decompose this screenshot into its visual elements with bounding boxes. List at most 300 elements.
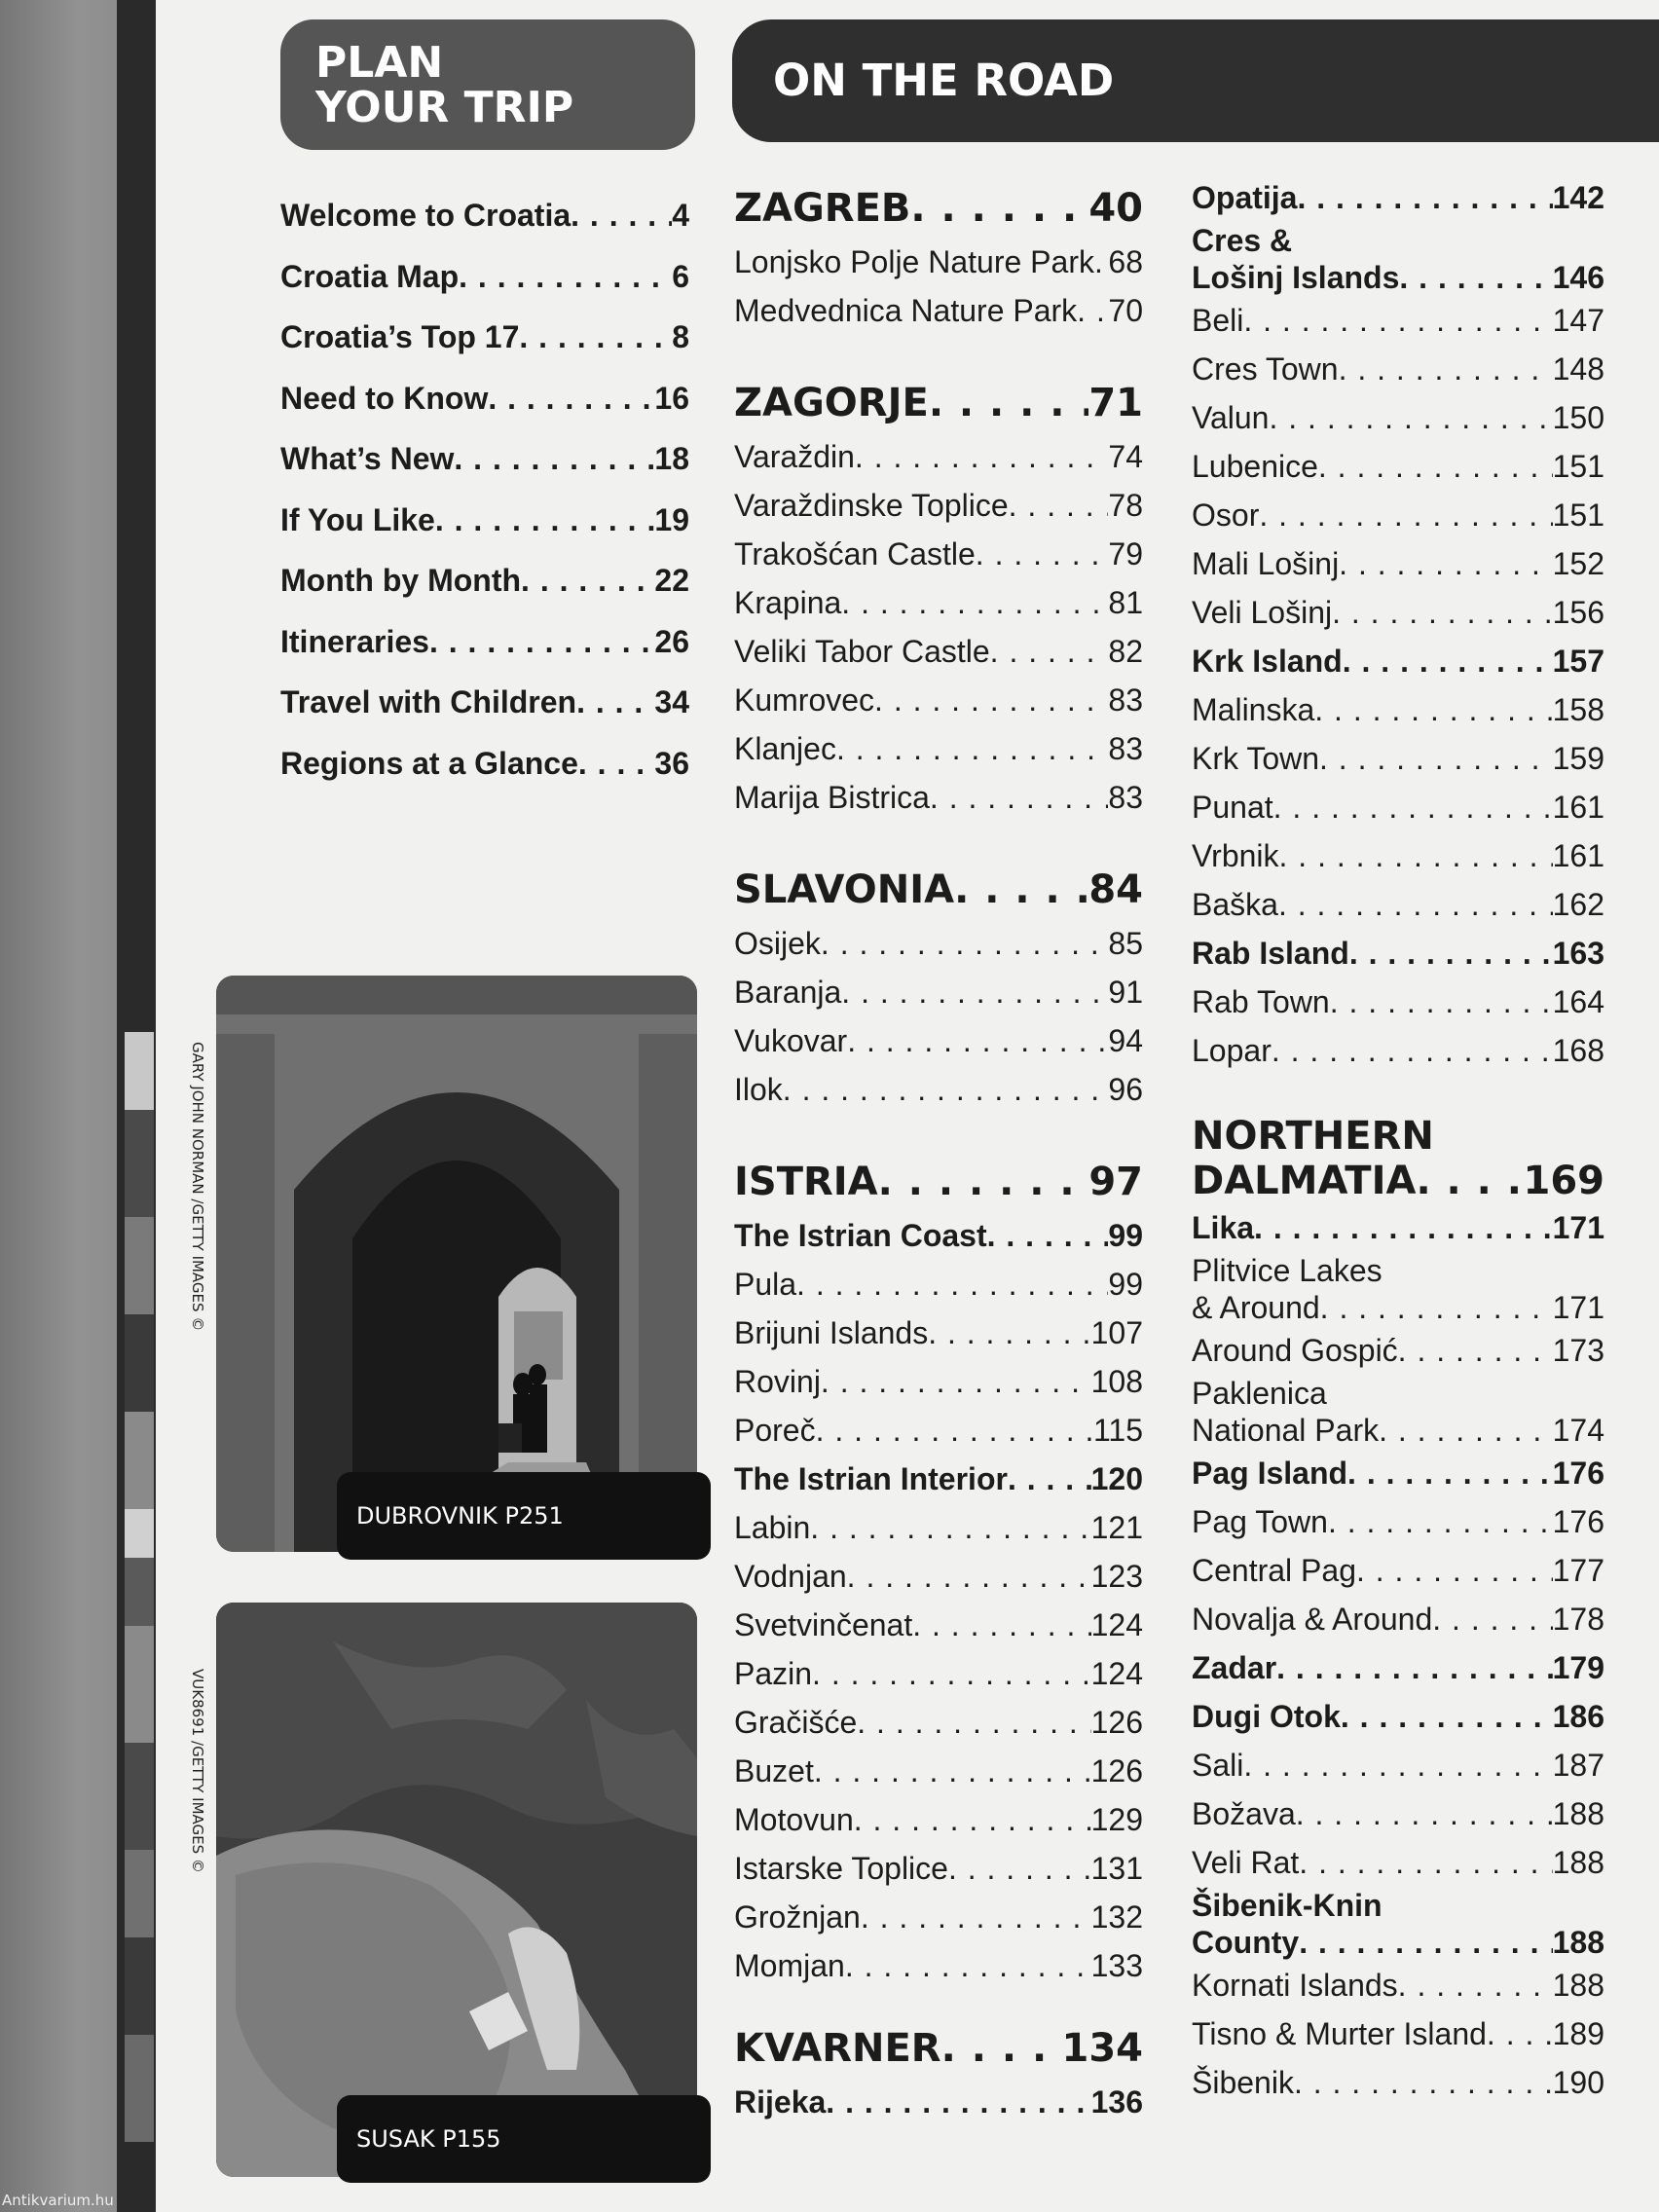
toc-page: 124 — [1090, 1656, 1143, 1691]
leader-dots — [1259, 491, 1552, 539]
susak-photo — [216, 1603, 697, 2177]
toc-entry[interactable] — [1192, 1497, 1604, 1546]
toc-entry[interactable] — [734, 1747, 1143, 1795]
toc-label: Šibenik — [1192, 2065, 1294, 2100]
leader-dots — [836, 724, 1108, 773]
toc-entry[interactable] — [280, 246, 689, 308]
toc-label: Opatija — [1192, 180, 1298, 215]
toc-page: 189 — [1552, 2016, 1604, 2051]
toc-page: 158 — [1552, 692, 1604, 727]
leader-dots — [1341, 1692, 1553, 1741]
toc-label: Varaždin — [734, 439, 855, 474]
toc-entry[interactable] — [734, 1941, 1143, 1990]
toc-label: Central Pag — [1192, 1553, 1356, 1588]
toc-entry[interactable] — [734, 238, 1143, 286]
toc-label: Klanjec — [734, 731, 836, 766]
toc-label: Pula — [734, 1267, 797, 1302]
region-entry[interactable] — [1192, 1114, 1604, 1203]
toc-label: Dugi Otok — [1192, 1699, 1341, 1734]
leader-dots — [874, 676, 1108, 724]
toc-entry[interactable] — [1192, 442, 1604, 491]
toc-label: Cres Town — [1192, 351, 1339, 387]
toc-entry[interactable] — [734, 578, 1143, 627]
header-line: PLAN — [315, 38, 444, 88]
toc-entry[interactable] — [1192, 880, 1604, 929]
toc-page: 71 — [1088, 381, 1143, 425]
toc-label: Medvednica Nature Park — [734, 293, 1078, 328]
toc-page: 176 — [1552, 1456, 1604, 1491]
toc-page: 132 — [1090, 1899, 1143, 1935]
toc-page: 126 — [1090, 1705, 1143, 1740]
leader-dots — [1299, 1838, 1552, 1887]
toc-entry[interactable] — [734, 1503, 1143, 1552]
region-entry[interactable] — [734, 179, 1143, 238]
toc-entry[interactable] — [1192, 588, 1604, 637]
toc-label: ISTRIA — [734, 1160, 878, 1204]
toc-page: 6 — [672, 258, 689, 294]
toc-label: DALMATIA — [1192, 1159, 1417, 1203]
toc-label: Veli Rat — [1192, 1845, 1300, 1880]
toc-label: SLAVONIA — [734, 867, 955, 912]
toc-entry[interactable] — [734, 968, 1143, 1016]
leader-dots — [910, 179, 1088, 238]
toc-page: 146 — [1552, 260, 1604, 295]
toc-page: 156 — [1552, 595, 1604, 630]
toc-label: Lonjsko Polje Nature Park — [734, 244, 1094, 279]
toc-entry[interactable] — [1192, 977, 1604, 1026]
plan-your-trip-list — [280, 185, 689, 793]
toc-entry[interactable] — [1192, 734, 1604, 783]
leader-dots — [816, 1406, 1093, 1455]
toc-page: 99 — [1108, 1267, 1143, 1302]
leader-dots — [841, 968, 1108, 1016]
toc-label: Varaždinske Toplice — [734, 488, 1009, 523]
toc-label: Baranja — [734, 975, 842, 1010]
toc-entry[interactable] — [280, 672, 689, 733]
toc-page: 126 — [1090, 1753, 1143, 1788]
toc-page: 136 — [1090, 2084, 1143, 2120]
toc-page: 163 — [1552, 936, 1604, 971]
toc-label: Zadar — [1192, 1650, 1277, 1685]
toc-label: Sali — [1192, 1748, 1244, 1783]
leader-dots — [847, 1552, 1091, 1601]
toc-page: 176 — [1552, 1504, 1604, 1539]
toc-label: Krk Town — [1192, 741, 1320, 776]
toc-label: Lošinj Islands — [1192, 260, 1400, 295]
leader-dots — [976, 530, 1109, 578]
toc-entry[interactable] — [280, 185, 689, 246]
leader-dots — [1243, 296, 1552, 345]
toc-entry[interactable] — [1192, 1595, 1604, 1643]
toc-label: Pazin — [734, 1656, 813, 1691]
page-tab — [125, 1558, 154, 1626]
toc-page: 187 — [1552, 1748, 1604, 1783]
toc-entry[interactable] — [1192, 1326, 1604, 1375]
leader-dots — [1356, 1546, 1553, 1595]
toc-label: Vrbnik — [1192, 838, 1279, 873]
toc-label: Motovun — [734, 1802, 854, 1837]
leader-dots — [812, 1649, 1091, 1698]
toc-page: 186 — [1552, 1699, 1604, 1734]
toc-label: Kornati Islands — [1192, 1968, 1398, 2003]
toc-label: Lubenice — [1192, 449, 1318, 484]
toc-label: Pag Island — [1192, 1456, 1348, 1491]
dubrovnik-gate-illustration — [216, 976, 697, 1552]
toc-label: Božava — [1192, 1796, 1296, 1831]
toc-label: Marija Bistrica — [734, 780, 930, 815]
leader-dots — [1399, 259, 1552, 296]
toc-entry[interactable] — [280, 611, 689, 673]
toc-label: Vukovar — [734, 1023, 848, 1058]
toc-entry[interactable] — [734, 676, 1143, 724]
leader-dots — [1339, 539, 1552, 588]
toc-page: 159 — [1552, 741, 1604, 776]
toc-entry[interactable] — [734, 1844, 1143, 1893]
toc-label: Around Gospić — [1192, 1333, 1398, 1368]
toc-entry[interactable] — [1192, 1026, 1604, 1075]
toc-page: 123 — [1090, 1559, 1143, 1594]
toc-page: 83 — [1108, 682, 1143, 718]
toc-label: Šibenik-Knin — [1192, 1888, 1382, 1923]
leader-dots — [1318, 442, 1553, 491]
leader-dots — [1487, 2009, 1553, 2058]
toc-entry[interactable] — [1192, 1887, 1604, 1961]
toc-label: County — [1192, 1925, 1300, 1960]
toc-page: 134 — [1061, 2026, 1143, 2071]
toc-label: Croatia’s Top 17 — [280, 319, 520, 354]
leader-dots — [941, 2019, 1062, 2078]
region-entry[interactable] — [734, 1153, 1143, 1211]
toc-entry[interactable] — [734, 1552, 1143, 1601]
toc-page: 190 — [1552, 2065, 1604, 2100]
leader-dots — [1398, 1326, 1553, 1375]
toc-entry[interactable] — [1192, 1375, 1604, 1449]
leader-dots — [1416, 1159, 1523, 1203]
leader-dots — [1319, 734, 1553, 783]
leader-dots — [954, 861, 1088, 919]
toc-page: 83 — [1108, 731, 1143, 766]
susak-aerial-illustration — [216, 1603, 697, 2177]
page-tab — [125, 1937, 154, 2035]
toc-label: Rijeka — [734, 2084, 827, 2120]
leader-dots — [930, 773, 1108, 822]
toc-page: 74 — [1108, 439, 1143, 474]
leader-dots — [826, 2078, 1090, 2126]
toc-entry[interactable] — [1192, 1252, 1604, 1326]
leader-dots — [929, 374, 1089, 432]
toc-page: 85 — [1108, 926, 1143, 961]
leader-dots — [429, 611, 654, 673]
toc-label: Cres & — [1192, 223, 1293, 258]
toc-entry[interactable] — [1192, 1546, 1604, 1595]
toc-entry[interactable] — [734, 1260, 1143, 1309]
toc-label: Valun — [1192, 400, 1270, 435]
toc-label: Vodnjan — [734, 1559, 847, 1594]
leader-dots — [987, 1211, 1109, 1260]
toc-entry[interactable] — [280, 307, 689, 368]
toc-label: Tisno & Murter Island — [1192, 2016, 1487, 2051]
toc-entry[interactable] — [280, 428, 689, 490]
toc-entry[interactable] — [734, 432, 1143, 481]
toc-entry[interactable] — [1192, 1692, 1604, 1741]
region-entry[interactable] — [734, 861, 1143, 919]
leader-dots — [571, 185, 672, 246]
toc-entry[interactable] — [734, 1455, 1143, 1503]
toc-entry[interactable] — [734, 724, 1143, 773]
toc-page: 161 — [1552, 790, 1604, 825]
toc-entry[interactable] — [280, 550, 689, 611]
leader-dots — [1009, 481, 1109, 530]
page-tab — [125, 1412, 154, 1509]
toc-label: Grožnjan — [734, 1899, 861, 1935]
toc-page: 124 — [1090, 1607, 1143, 1642]
leader-dots — [1297, 173, 1552, 222]
toc-entry[interactable] — [1192, 783, 1604, 831]
toc-label: Labin — [734, 1510, 811, 1545]
toc-label: The Istrian Coast — [734, 1218, 987, 1253]
leader-dots — [796, 1260, 1108, 1309]
toc-entry[interactable] — [1192, 296, 1604, 345]
leader-dots — [1008, 1455, 1091, 1503]
region-entry[interactable] — [734, 2019, 1143, 2078]
toc-label: Malinska — [1192, 692, 1315, 727]
toc-entry[interactable] — [1192, 1961, 1604, 2009]
toc-label: & Around — [1192, 1290, 1320, 1325]
toc-entry[interactable] — [734, 1065, 1143, 1114]
toc-page: 8 — [672, 319, 689, 354]
toc-entry[interactable] — [734, 481, 1143, 530]
toc-page: 79 — [1108, 536, 1143, 571]
toc-label: Buzet — [734, 1753, 814, 1788]
leader-dots — [878, 1153, 1089, 1211]
toc-entry[interactable] — [734, 1649, 1143, 1698]
toc-entry[interactable] — [734, 2078, 1143, 2126]
toc-page: 68 — [1108, 244, 1143, 279]
leader-dots — [783, 1065, 1109, 1114]
page-tab — [125, 1509, 154, 1558]
leader-dots — [1243, 1741, 1552, 1789]
toc-label: Osijek — [734, 926, 821, 961]
toc-page: 26 — [654, 623, 689, 659]
leader-dots — [1279, 831, 1553, 880]
toc-page: 157 — [1552, 644, 1604, 679]
toc-entry[interactable] — [1192, 637, 1604, 685]
toc-entry[interactable] — [734, 530, 1143, 578]
toc-label: Travel with Children — [280, 684, 577, 719]
toc-label: Beli — [1192, 303, 1244, 338]
toc-page: 168 — [1552, 1033, 1604, 1068]
toc-page: 96 — [1108, 1072, 1143, 1107]
toc-page: 152 — [1552, 546, 1604, 581]
leader-dots — [1314, 685, 1552, 734]
toc-entry[interactable] — [734, 919, 1143, 968]
leader-dots — [841, 578, 1108, 627]
leader-dots — [1398, 1961, 1553, 2009]
toc-entry[interactable] — [1192, 1203, 1604, 1252]
toc-label: Mali Lošinj — [1192, 546, 1340, 581]
toc-label: Osor — [1192, 498, 1260, 533]
leader-dots — [855, 432, 1108, 481]
toc-label: Krapina — [734, 585, 842, 620]
susak-caption: SUSAK P155 — [337, 2095, 711, 2183]
toc-label: Itineraries — [280, 623, 429, 659]
leader-dots — [576, 672, 654, 733]
toc-label: ZAGREB — [734, 186, 911, 231]
toc-page: 151 — [1552, 449, 1604, 484]
toc-page: 40 — [1088, 186, 1143, 231]
leader-dots — [845, 1941, 1091, 1990]
leader-dots — [1273, 783, 1553, 831]
toc-label: Rovinj — [734, 1364, 821, 1399]
leader-dots — [1349, 929, 1553, 977]
toc-label: Ilok — [734, 1072, 783, 1107]
leader-dots — [1339, 345, 1553, 393]
leader-dots — [912, 1601, 1090, 1649]
toc-page: 188 — [1552, 1925, 1604, 1960]
page-tab — [125, 2035, 154, 2142]
leader-dots — [1278, 880, 1553, 929]
toc-entry[interactable] — [1192, 1838, 1604, 1887]
toc-entry[interactable] — [734, 627, 1143, 676]
leader-dots — [1269, 393, 1552, 442]
leader-dots — [454, 428, 654, 490]
toc-entry[interactable] — [734, 1406, 1143, 1455]
toc-entry[interactable] — [1192, 831, 1604, 880]
leader-dots — [857, 1698, 1090, 1747]
leader-dots — [519, 307, 672, 368]
toc-label: The Istrian Interior — [734, 1461, 1008, 1496]
toc-page: 169 — [1523, 1159, 1604, 1203]
toc-label: Poreč — [734, 1413, 816, 1448]
toc-page: 177 — [1552, 1553, 1604, 1588]
toc-label: Paklenica — [1192, 1376, 1327, 1411]
toc-entry[interactable] — [734, 1893, 1143, 1941]
toc-page: 171 — [1552, 1210, 1604, 1245]
toc-page: 133 — [1090, 1948, 1143, 1983]
toc-page: 19 — [654, 501, 689, 537]
leader-dots — [928, 1309, 1090, 1357]
toc-label: Plitvice Lakes — [1192, 1253, 1382, 1288]
toc-entry[interactable] — [1192, 393, 1604, 442]
toc-page: 70 — [1108, 293, 1143, 328]
toc-entry[interactable] — [734, 1601, 1143, 1649]
toc-entry[interactable] — [280, 368, 689, 429]
leader-dots — [1294, 2058, 1553, 2107]
toc-entry[interactable] — [734, 773, 1143, 822]
toc-entry[interactable] — [734, 1016, 1143, 1065]
toc-page: 131 — [1090, 1851, 1143, 1886]
toc-page: 97 — [1088, 1160, 1143, 1204]
toc-page: 34 — [654, 684, 689, 719]
toc-entry[interactable] — [1192, 1643, 1604, 1692]
dubrovnik-caption: DUBROVNIK P251 — [337, 1472, 711, 1560]
toc-label: Baška — [1192, 887, 1278, 922]
toc-entry[interactable] — [1192, 2058, 1604, 2107]
toc-entry[interactable] — [734, 1309, 1143, 1357]
toc-label: Veliki Tabor Castle — [734, 634, 990, 669]
leader-dots — [861, 1893, 1091, 1941]
on-the-road-column-2 — [734, 179, 1143, 2126]
toc-entry[interactable] — [1192, 539, 1604, 588]
toc-label: Lika — [1192, 1210, 1255, 1245]
region-entry[interactable] — [734, 374, 1143, 432]
toc-label: Trakošćan Castle — [734, 536, 976, 571]
page-tab — [125, 1850, 154, 1937]
leader-dots — [1347, 1449, 1553, 1497]
toc-entry[interactable] — [1192, 222, 1604, 296]
leader-dots — [459, 246, 672, 308]
leader-dots — [1272, 1026, 1553, 1075]
leader-dots — [1094, 238, 1108, 286]
toc-page: 36 — [654, 745, 689, 781]
toc-page: 82 — [1108, 634, 1143, 669]
leader-dots — [821, 1357, 1091, 1406]
toc-entry[interactable] — [1192, 2009, 1604, 2058]
dubrovnik-photo — [216, 976, 697, 1552]
leader-dots — [1328, 1497, 1553, 1546]
leader-dots — [435, 490, 655, 551]
leader-dots — [847, 1016, 1108, 1065]
leader-dots — [854, 1795, 1091, 1844]
toc-label: Istarske Toplice — [734, 1851, 948, 1886]
toc-entry[interactable] — [734, 286, 1143, 335]
leader-dots — [578, 733, 655, 794]
toc-entry[interactable] — [1192, 1449, 1604, 1497]
toc-entry[interactable] — [734, 1698, 1143, 1747]
toc-entry[interactable] — [1192, 345, 1604, 393]
toc-label: Momjan — [734, 1948, 845, 1983]
toc-entry[interactable] — [1192, 491, 1604, 539]
toc-page: 121 — [1090, 1510, 1143, 1545]
toc-entry[interactable] — [280, 490, 689, 551]
toc-label: Regions at a Glance — [280, 745, 578, 781]
toc-label: What’s New — [280, 441, 455, 476]
toc-entry[interactable] — [1192, 173, 1604, 222]
leader-dots — [1299, 1924, 1552, 1961]
toc-page: 173 — [1552, 1333, 1604, 1368]
toc-entry[interactable] — [280, 733, 689, 794]
page-tab — [125, 1626, 154, 1743]
toc-entry[interactable] — [734, 1795, 1143, 1844]
leader-dots — [821, 919, 1109, 968]
toc-entry[interactable] — [734, 1357, 1143, 1406]
toc-label: NORTHERN — [1192, 1114, 1434, 1159]
toc-page: 22 — [654, 563, 689, 598]
toc-entry[interactable] — [1192, 1789, 1604, 1838]
toc-page: 150 — [1552, 400, 1604, 435]
toc-page: 4 — [672, 198, 689, 233]
leader-dots — [1276, 1643, 1552, 1692]
toc-entry[interactable] — [1192, 1741, 1604, 1789]
toc-entry[interactable] — [1192, 929, 1604, 977]
leader-dots — [990, 627, 1109, 676]
toc-entry[interactable] — [1192, 685, 1604, 734]
toc-page: 91 — [1108, 975, 1143, 1010]
toc-entry[interactable] — [734, 1211, 1143, 1260]
toc-page: 99 — [1108, 1218, 1143, 1253]
toc-page: 161 — [1552, 838, 1604, 873]
toc-page: 107 — [1090, 1315, 1143, 1350]
toc-page: 148 — [1552, 351, 1604, 387]
toc-label: Welcome to Croatia — [280, 198, 571, 233]
page-tab — [125, 1743, 154, 1850]
toc-page: 147 — [1552, 303, 1604, 338]
toc-label: Kumrovec — [734, 682, 875, 718]
toc-label: If You Like — [280, 501, 435, 537]
toc-page: 18 — [654, 441, 689, 476]
toc-label: National Park — [1192, 1413, 1380, 1448]
toc-page: 178 — [1552, 1602, 1604, 1637]
